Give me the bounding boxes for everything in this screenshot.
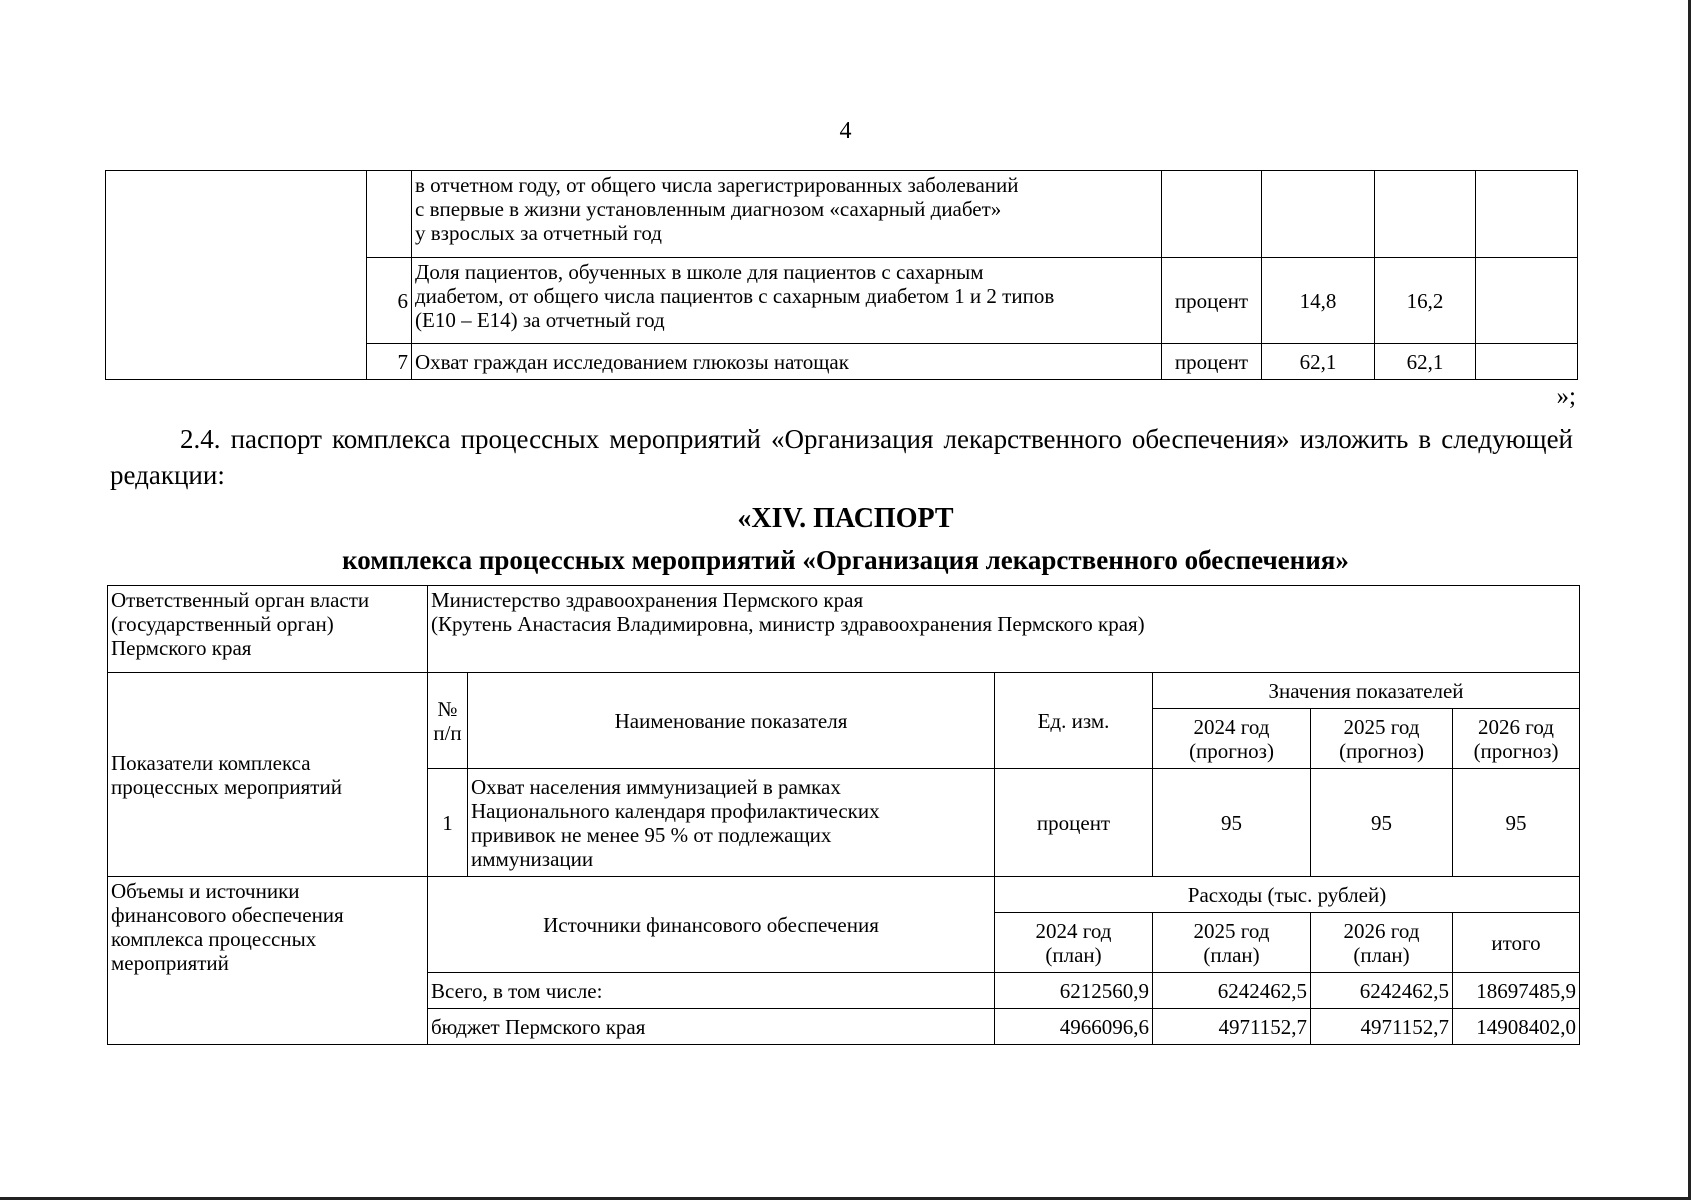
column-number-header: № п/п — [428, 673, 468, 769]
table-row — [108, 673, 1580, 709]
value-cell: 14,8 — [1262, 258, 1375, 344]
empty-cell — [367, 171, 412, 258]
column-sources-header: Источники финансового обеспечения — [428, 877, 995, 973]
empty-cell — [1476, 171, 1578, 258]
year-forecast-header: 2026 год (прогноз) — [1453, 709, 1580, 769]
indicators-continuation-table — [105, 170, 1578, 380]
indicators-label: Показатели комплекса процессных мероприятий — [108, 673, 428, 877]
value-cell: 95 — [1311, 769, 1453, 877]
row-number: 7 — [367, 344, 412, 380]
empty-cell — [1262, 171, 1375, 258]
passport-title: «XIV. ПАСПОРТ — [737, 503, 954, 534]
value-cell: 62,1 — [1262, 344, 1375, 380]
empty-cell — [1476, 258, 1578, 344]
amount-cell: 4966096,6 — [995, 1009, 1153, 1045]
responsible-label: Ответственный орган власти (государственный орган) Пермского края — [108, 586, 428, 673]
year-forecast-header: 2025 год (прогноз) — [1311, 709, 1453, 769]
value-cell: 62,1 — [1375, 344, 1476, 380]
year-plan-header: 2025 год (план) — [1153, 913, 1311, 973]
column-indicator-name-header: Наименование показателя — [468, 673, 995, 769]
year-plan-header: 2024 год (план) — [995, 913, 1153, 973]
amount-cell: 6242462,5 — [1153, 973, 1311, 1009]
indicator-name: Охват населения иммунизацией в рамках Национального календаря профилактических прививок не менее 95 % от подлежащих иммунизации — [468, 769, 995, 877]
amount-total-cell: 18697485,9 — [1453, 973, 1580, 1009]
column-values-header: Значения показателей — [1153, 673, 1580, 709]
empty-cell — [106, 171, 367, 380]
amendment-paragraph: 2.4. паспорт комплекса процессных мероприятий «Организация лекарственного обеспечения» изложить в следующей редакции: — [110, 424, 1573, 490]
passport-table — [107, 585, 1580, 1045]
row-number: 6 — [367, 258, 412, 344]
amount-cell: 6242462,5 — [1311, 973, 1453, 1009]
unit-cell: процент — [995, 769, 1153, 877]
amount-cell: 4971152,7 — [1311, 1009, 1453, 1045]
amount-cell: 6212560,9 — [995, 973, 1153, 1009]
table-row — [106, 171, 1578, 258]
closing-quote-mark: »; — [1556, 383, 1576, 410]
amount-cell: 4971152,7 — [1153, 1009, 1311, 1045]
unit-cell: процент — [1162, 344, 1262, 380]
year-plan-header: 2026 год (план) — [1311, 913, 1453, 973]
column-total-header: итого — [1453, 913, 1580, 973]
finance-source-label: Всего, в том числе: — [428, 973, 995, 1009]
amount-total-cell: 14908402,0 — [1453, 1009, 1580, 1045]
row-number: 1 — [428, 769, 468, 877]
table-row — [108, 586, 1580, 673]
column-unit-header: Ед. изм. — [995, 673, 1153, 769]
finance-label: Объемы и источники финансового обеспечения комплекса процессных мероприятий — [108, 877, 428, 1045]
indicator-name: Охват граждан исследованием глюкозы натощак — [412, 344, 1162, 380]
page-number: 4 — [839, 118, 852, 144]
unit-cell: процент — [1162, 258, 1262, 344]
table-row — [108, 877, 1580, 913]
passport-subtitle: комплекса процессных мероприятий «Организация лекарственного обеспечения» — [342, 545, 1349, 575]
value-cell: 95 — [1153, 769, 1311, 877]
indicator-name: Доля пациентов, обученных в школе для пациентов с сахарным диабетом, от общего числа пациентов с сахарным диабетом 1 и 2 типов (Е10 – Е14) за отчетный год — [412, 258, 1162, 344]
year-forecast-header: 2024 год (прогноз) — [1153, 709, 1311, 769]
empty-cell — [1476, 344, 1578, 380]
responsible-value: Министерство здравоохранения Пермского края (Крутень Анастасия Владимировна, министр здравоохранения Пермского края) — [428, 586, 1580, 673]
finance-source-label: бюджет Пермского края — [428, 1009, 995, 1045]
empty-cell — [1375, 171, 1476, 258]
value-cell: 16,2 — [1375, 258, 1476, 344]
column-expenses-header: Расходы (тыс. рублей) — [995, 877, 1580, 913]
value-cell: 95 — [1453, 769, 1580, 877]
indicator-name-continuation: в отчетном году, от общего числа зарегистрированных заболеваний с впервые в жизни установленным диагнозом «сахарный диабет» у взрослых за отчетный год — [412, 171, 1162, 258]
empty-cell — [1162, 171, 1262, 258]
